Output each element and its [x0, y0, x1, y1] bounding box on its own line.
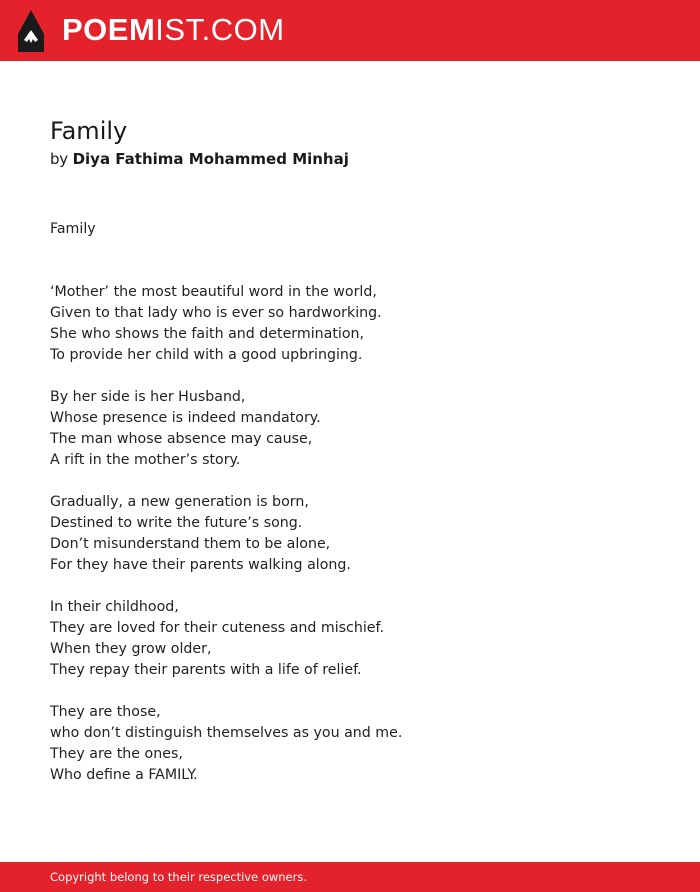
stanza-break — [50, 471, 402, 492]
poem-line: Family — [50, 221, 96, 237]
poem-line: The man whose absence may cause, — [50, 431, 313, 447]
poem-line: A rift in the mother’s story. — [50, 452, 241, 468]
poem-line: They repay their parents with a life of relief. — [50, 662, 362, 678]
byline-prefix: by — [50, 150, 68, 168]
stanza-break — [50, 240, 402, 261]
author-name: Diya Fathima Mohammed Minhaj — [72, 150, 349, 168]
poem-line: Whose presence is indeed mandatory. — [50, 410, 321, 426]
poem-line: Given to that lady who is ever so hardworking. — [50, 305, 382, 321]
poem-line: They are the ones, — [50, 746, 183, 762]
poem-line: When they grow older, — [50, 641, 212, 657]
poem-line: Don’t misunderstand them to be alone, — [50, 536, 331, 552]
copyright-text: Copyright belong to their respective owners. — [50, 870, 308, 884]
poem-line: By her side is her Husband, — [50, 389, 246, 405]
stanza-break — [50, 576, 402, 597]
pencil-tip-icon — [18, 10, 44, 52]
byline — [50, 149, 349, 169]
stanza-break — [50, 681, 402, 702]
poem-line: Who define a FAMILY. — [50, 767, 198, 783]
poem-line: She who shows the faith and determination, — [50, 326, 365, 342]
poem-line: They are those, — [50, 704, 161, 720]
poem-line: To provide her child with a good upbringing. — [50, 347, 363, 363]
stanza-break — [50, 366, 402, 387]
logo-light-text: IST.COM — [155, 12, 285, 47]
poem-line: For they have their parents walking along. — [50, 557, 351, 573]
site-footer — [0, 862, 700, 892]
poem-body — [50, 219, 402, 786]
poem-line: who don’t distinguish themselves as you and me. — [50, 725, 403, 741]
site-logo[interactable] — [62, 12, 285, 48]
logo-bold-text: POEM — [62, 12, 156, 47]
poem-line: In their childhood, — [50, 599, 179, 615]
poem-line: ‘Mother’ the most beautiful word in the world, — [50, 284, 377, 300]
poem-line: Gradually, a new generation is born, — [50, 494, 309, 510]
poem-title: Family — [50, 117, 128, 145]
stanza-break — [50, 261, 402, 282]
poem-line: They are loved for their cuteness and mischief. — [50, 620, 384, 636]
poem-line: Destined to write the future’s song. — [50, 515, 303, 531]
site-header — [0, 0, 700, 61]
